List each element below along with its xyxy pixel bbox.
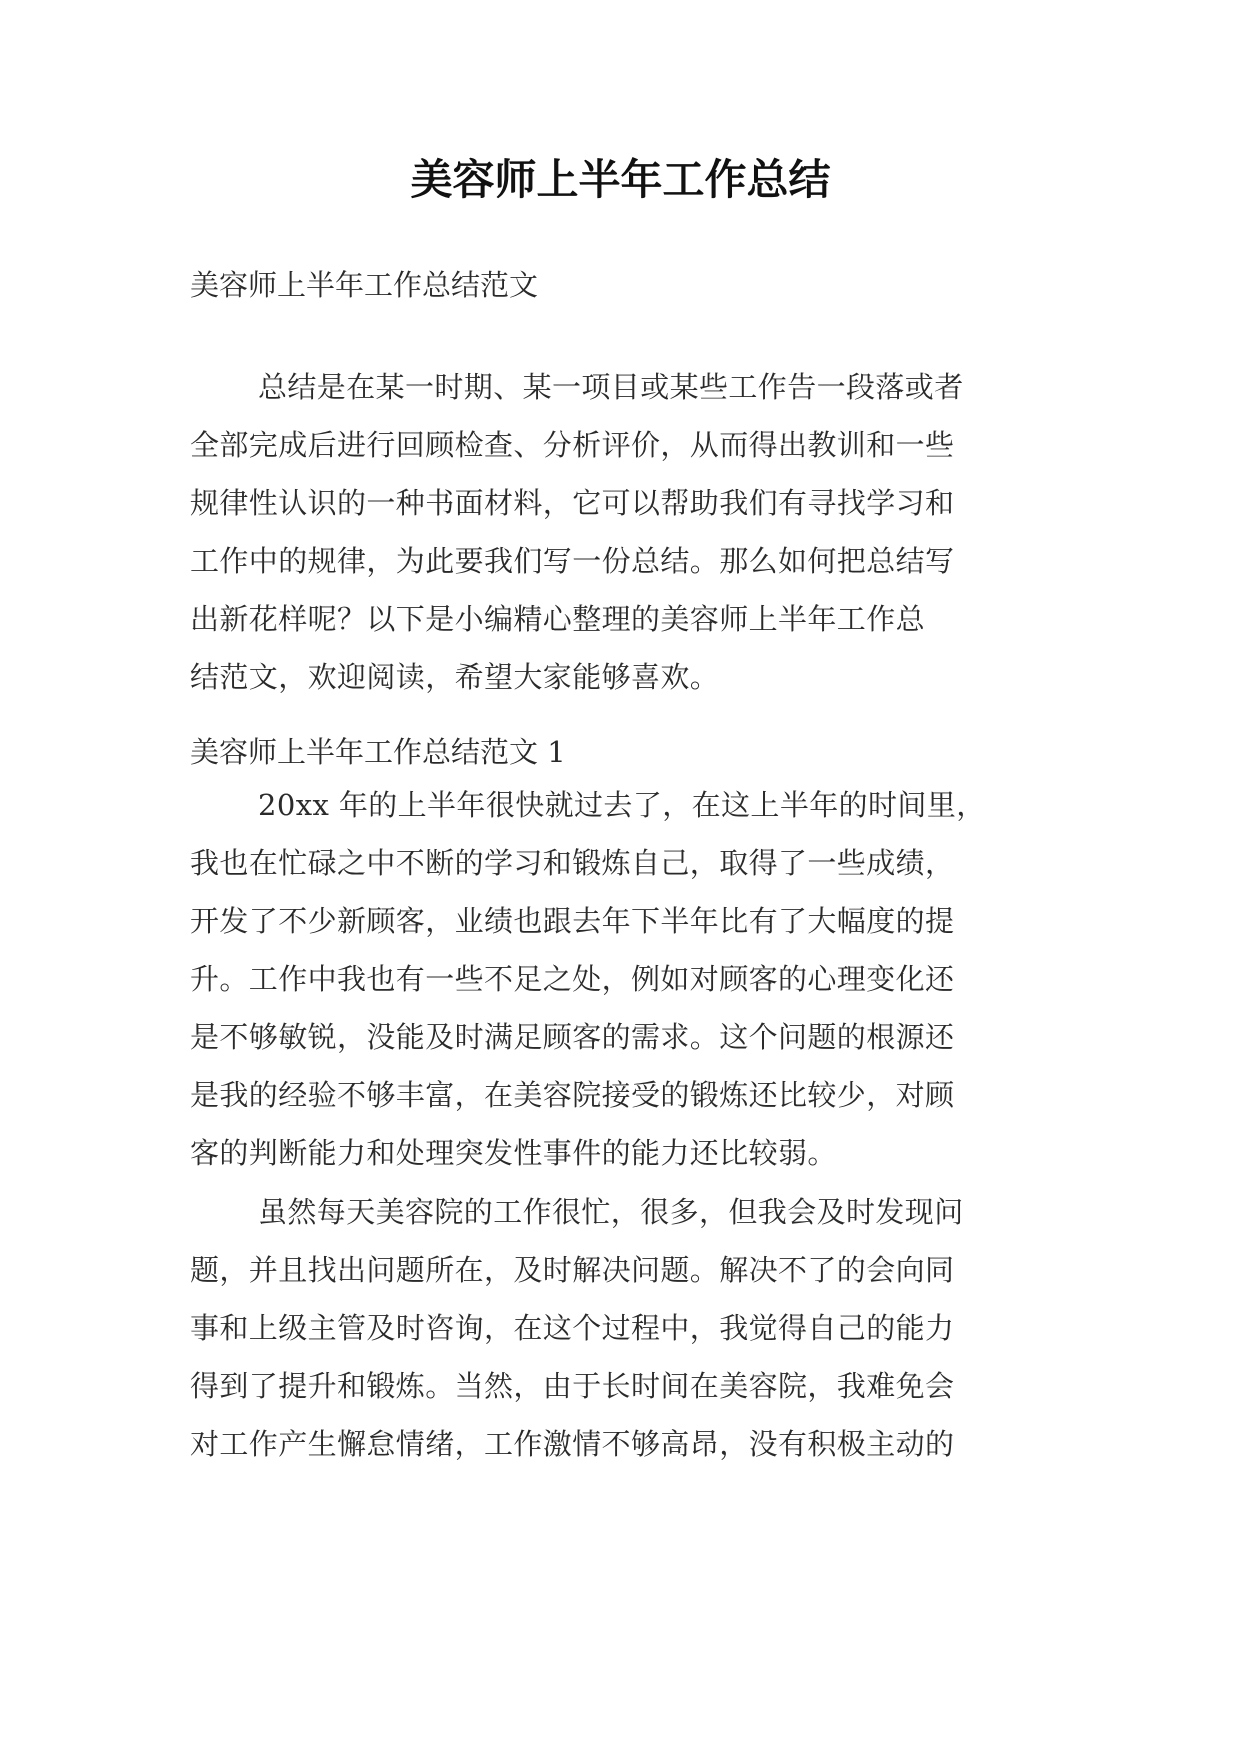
paragraph-line: 虽然每天美容院的工作很忙，很多，但我会及时发现问 <box>258 1195 964 1229</box>
intro-line: 工作中的规律，为此要我们写一份总结。那么如何把总结写 <box>190 544 955 578</box>
paragraph-line: 客的判断能力和处理突发性事件的能力还比较弱。 <box>190 1136 837 1170</box>
intro-paragraph <box>190 358 1070 706</box>
paragraph-line: 20xx 年的上半年很快就过去了，在这上半年的时间里， <box>258 788 986 822</box>
body-paragraph-1 <box>190 776 1070 1182</box>
document-title: 美容师上半年工作总结 <box>410 155 831 204</box>
section-heading: 美容师上半年工作总结范文 1 <box>190 735 566 769</box>
paragraph-line: 我也在忙碌之中不断的学习和锻炼自己，取得了一些成绩， <box>190 846 955 880</box>
paragraph-line: 事和上级主管及时咨询，在这个过程中，我觉得自己的能力 <box>190 1311 955 1345</box>
body-paragraph-2 <box>190 1183 1070 1473</box>
intro-line: 总结是在某一时期、某一项目或某些工作告一段落或者 <box>258 370 964 404</box>
intro-line: 结范文，欢迎阅读，希望大家能够喜欢。 <box>190 660 720 694</box>
intro-line: 全部完成后进行回顾检查、分析评价，从而得出教训和一些 <box>190 428 955 462</box>
document-subtitle: 美容师上半年工作总结范文 <box>190 268 539 302</box>
intro-line: 规律性认识的一种书面材料，它可以帮助我们有寻找学习和 <box>190 486 955 520</box>
paragraph-line: 得到了提升和锻炼。当然，由于长时间在美容院，我难免会 <box>190 1369 955 1403</box>
paragraph-line: 题，并且找出问题所在，及时解决问题。解决不了的会向同 <box>190 1253 955 1287</box>
intro-line: 出新花样呢？以下是小编精心整理的美容师上半年工作总 <box>190 602 926 636</box>
paragraph-line: 是我的经验不够丰富，在美容院接受的锻炼还比较少，对顾 <box>190 1078 955 1112</box>
paragraph-line: 开发了不少新顾客，业绩也跟去年下半年比有了大幅度的提 <box>190 904 955 938</box>
paragraph-line: 升。工作中我也有一些不足之处，例如对顾客的心理变化还 <box>190 962 955 996</box>
paragraph-line: 是不够敏锐，没能及时满足顾客的需求。这个问题的根源还 <box>190 1020 955 1054</box>
paragraph-line: 对工作产生懈怠情绪，工作激情不够高昂，没有积极主动的 <box>190 1427 955 1461</box>
